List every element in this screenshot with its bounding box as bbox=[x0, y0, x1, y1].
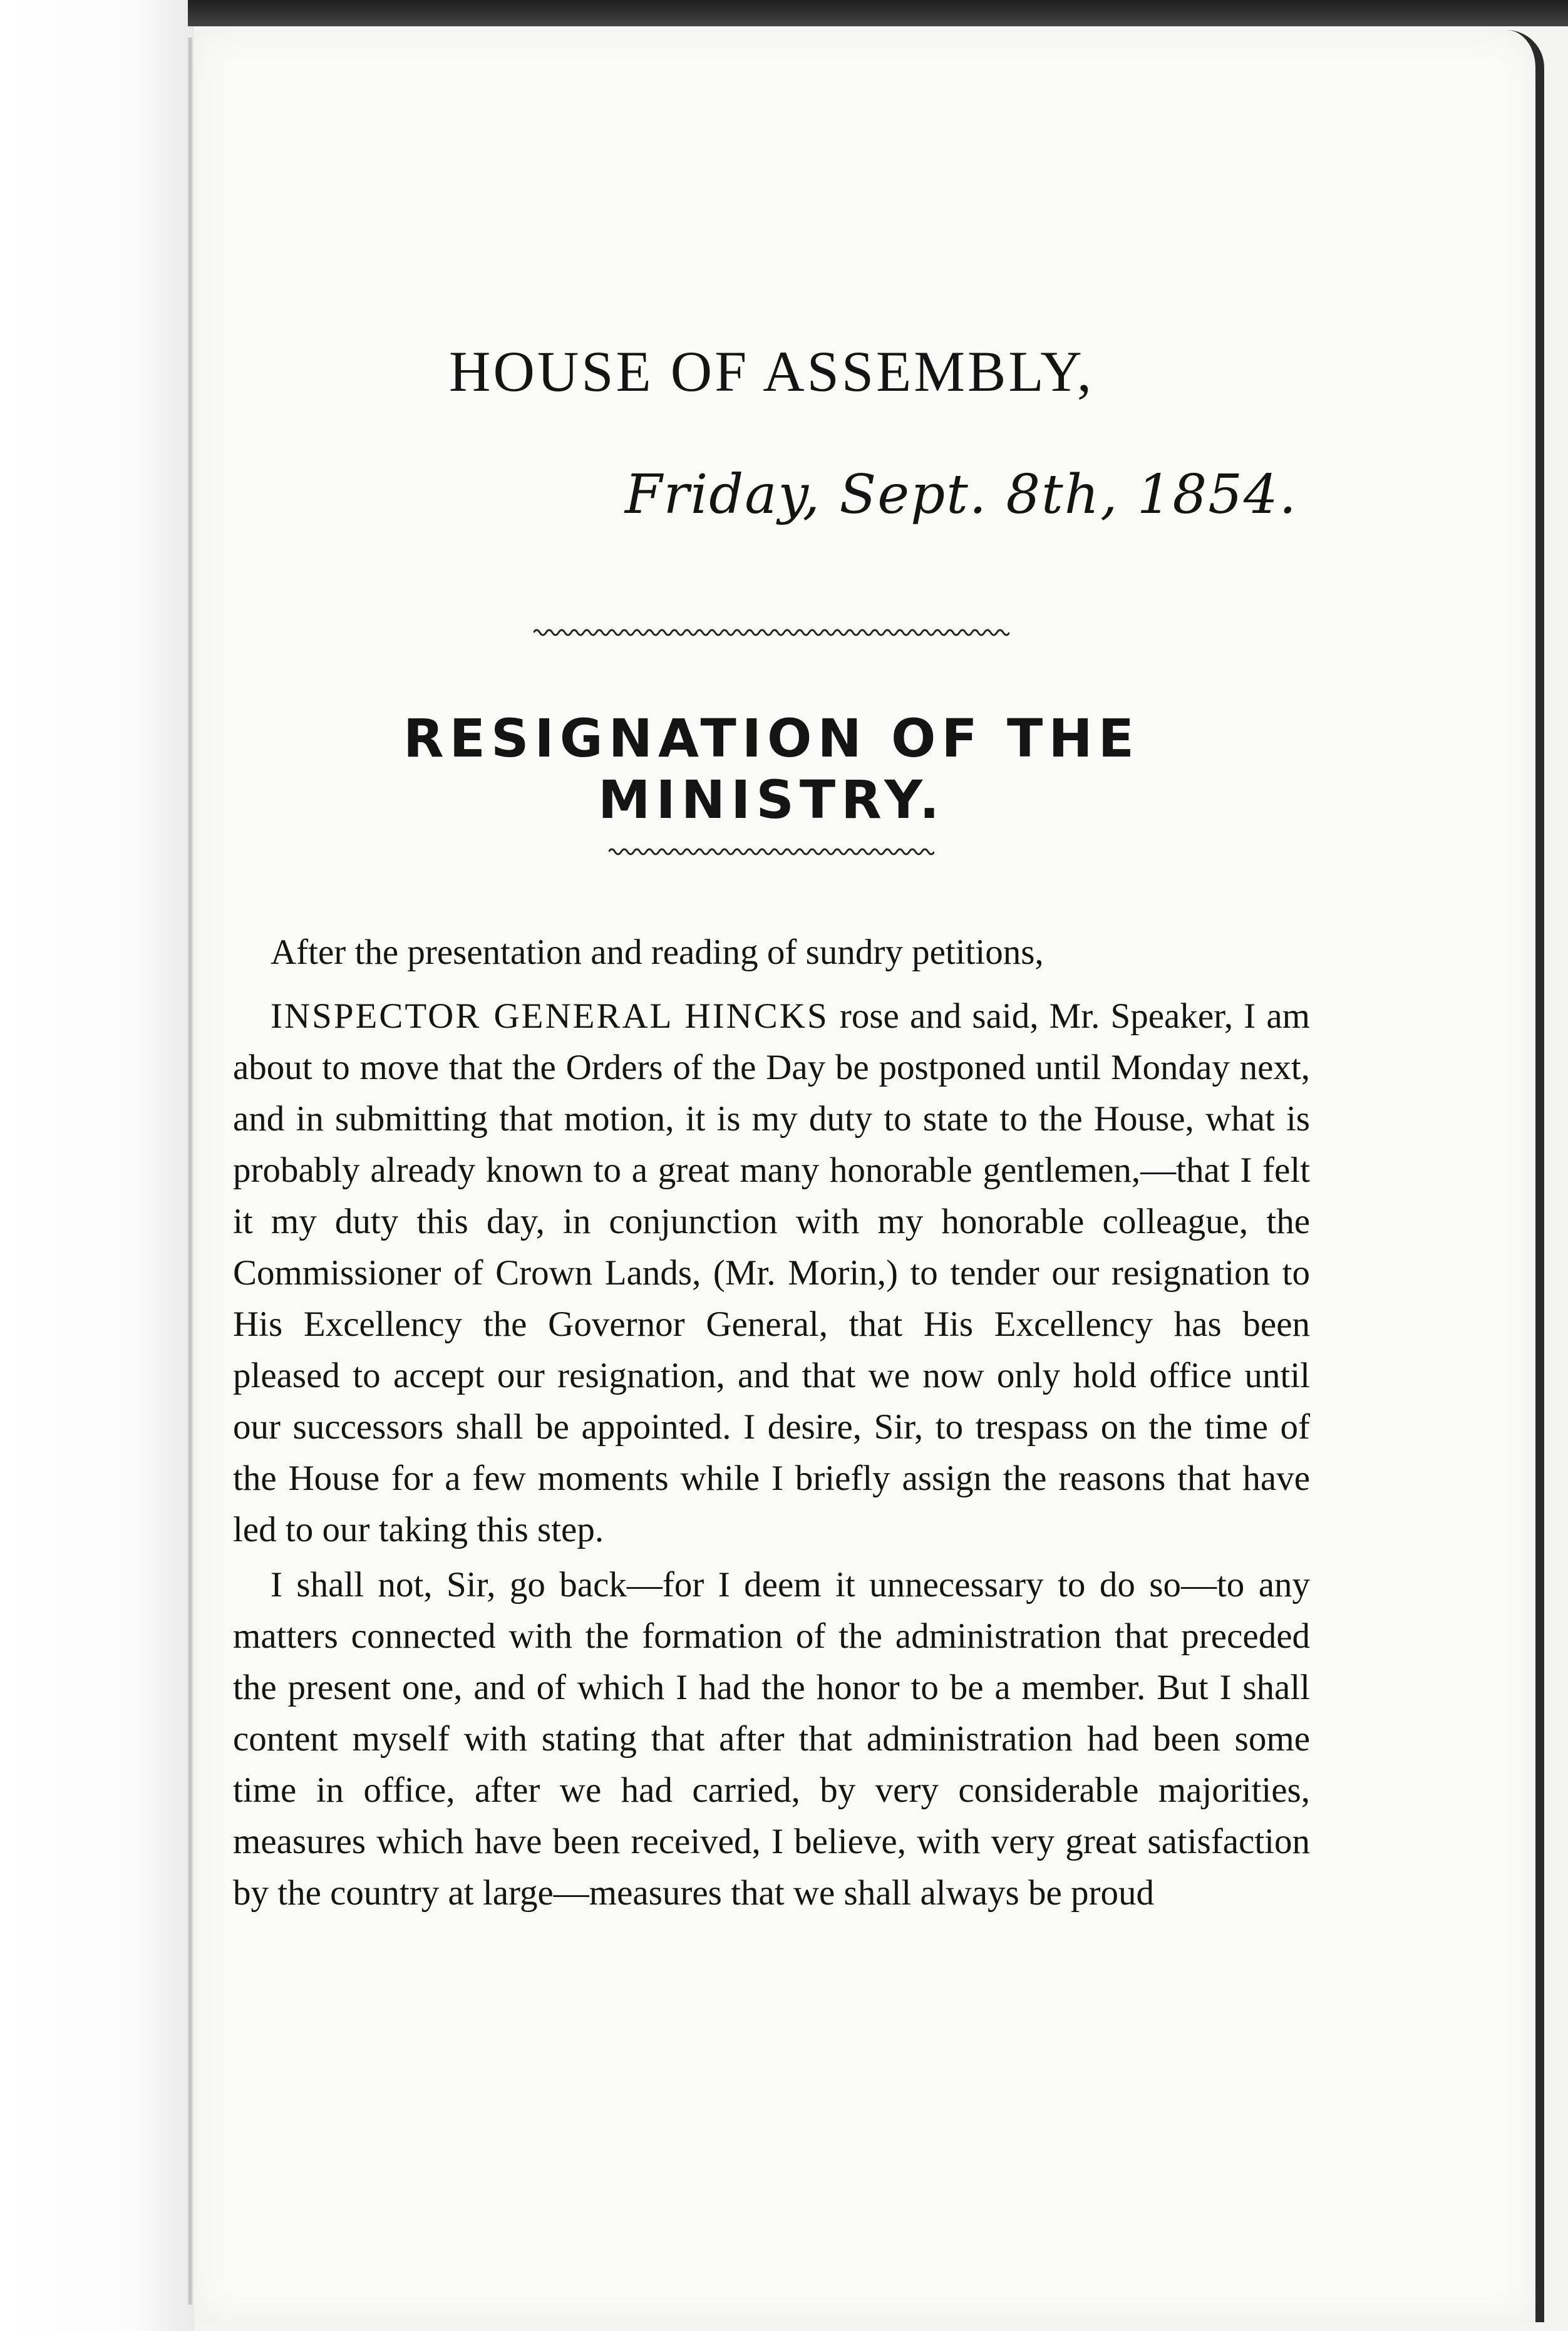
paragraph: I shall not, Sir, go back—for I deem it unnecessary to do so—to any matters connected with the formation of the administration that preceded the present one, and of which I had the honor to be a member. But I shall content myself with stating that after that administration had been some time in office, after we had carried, by very considerable majorities, measures which have been received, I believe, with very great satisfaction by the country at large—measures that we shall always be proud bbox=[233, 1565, 1310, 1913]
scan-edge bbox=[188, 0, 1568, 26]
speaker-name: INSPECTOR GENERAL HINCKS bbox=[271, 996, 829, 1036]
wavy-rule-divider bbox=[609, 845, 934, 858]
paragraph-text: rose and said, Mr. Speaker, I am about to move that the Orders of the Day be postponed until Monday next, and in submitting that motion, it is my duty to state to the House, what is probably already known to a great many honorable gentlemen,—that I felt it my duty this day, in conjunction with my honorable colleague, the Commissioner of Crown Lands, (Mr. Morin,) to tender our resignation to His Excellency the Governor General, that His Excellency has been pleased to accept our resignation, and that we now only hold office until our successors shall be appointed. I desire, Sir, to trespass on the time of the House for a few moments while I briefly assign the reasons that have led to our taking this step. bbox=[233, 996, 1310, 1549]
page-heading: HOUSE OF ASSEMBLY, bbox=[449, 339, 1094, 403]
book-binding bbox=[188, 38, 193, 2305]
session-date: Friday, Sept. 8th, 1854. bbox=[624, 463, 1297, 526]
section-title: RESIGNATION OF THE MINISTRY. bbox=[403, 708, 1140, 830]
body-text bbox=[233, 927, 1310, 1923]
wavy-rule-divider bbox=[534, 626, 1009, 639]
paragraph: After the presentation and reading of sundry petitions, bbox=[271, 933, 1044, 972]
paragraph bbox=[233, 991, 1310, 1556]
scan-margin bbox=[0, 0, 194, 2331]
